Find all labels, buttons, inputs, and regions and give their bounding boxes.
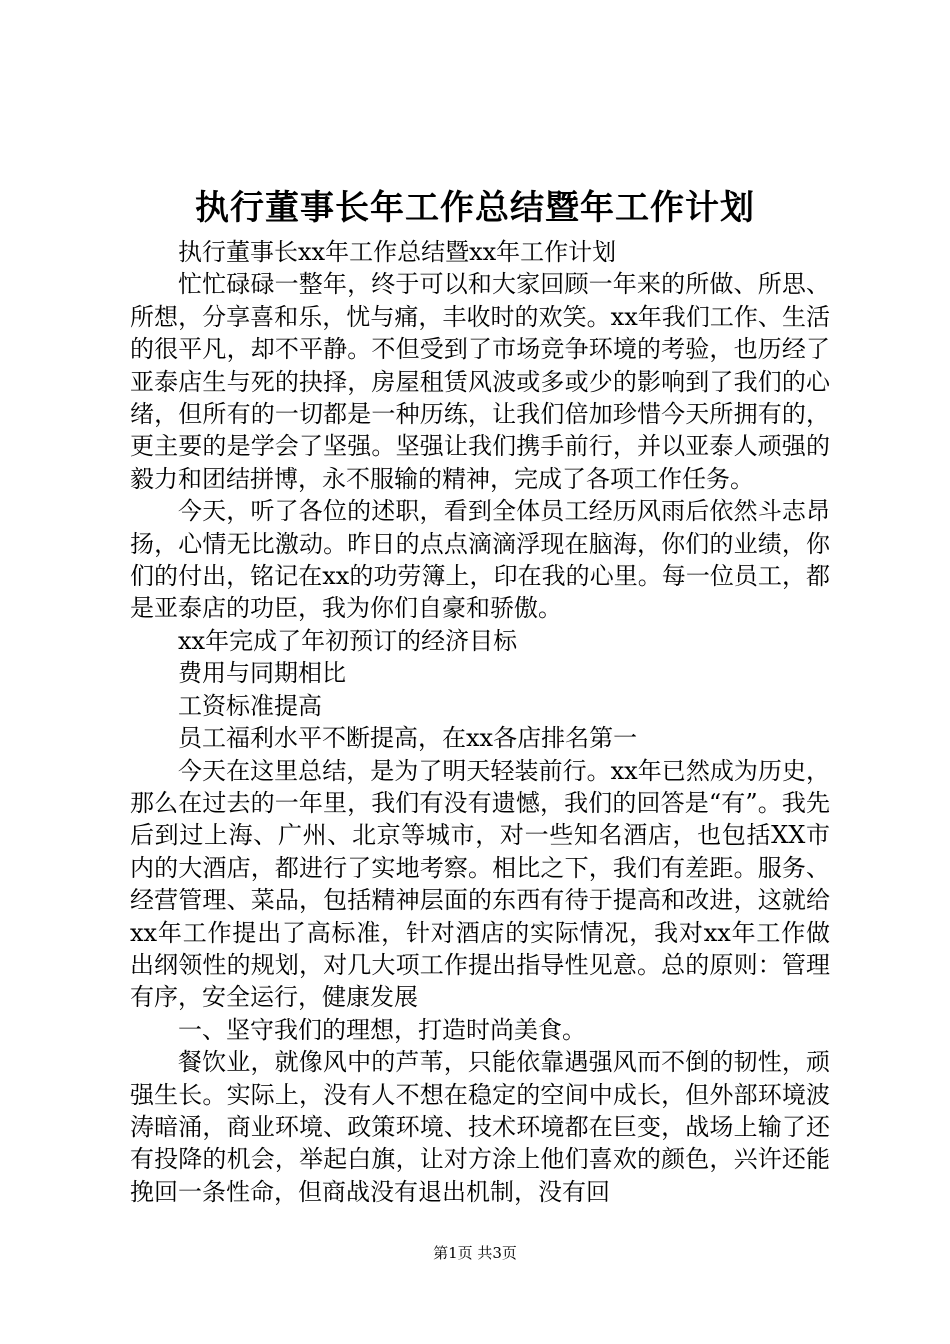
document-title: 执行董事长年工作总结暨年工作计划: [195, 188, 755, 228]
page-footer: 第1页 共3页: [433, 1244, 517, 1262]
paragraph-year-review: 忙忙碌碌一整年，终于可以和大家回顾一年来的所做、所思、所想，分享喜和乐，忧与痛，丰收时的欢笑。xx年我们工作、生活的很平凡，却不平静。不但受到了市场竞争环境的考验，也历经了亚泰店生与死的抉择，房屋租赁风波或多或少的影响到了我们的心绪，但所有的一切都是一种历练，让我们倍加珍惜今天所拥有的，更主要的是学会了坚强。坚强让我们携手前行，并以亚泰人顽强的毅力和团结拼博，永不服输的精神，完成了各项工作任务。: [130, 270, 830, 493]
paragraph-subtitle: 执行董事长xx年工作总结暨xx年工作计划: [178, 238, 617, 266]
paragraph-wages: 工资标准提高: [178, 691, 322, 720]
paragraph-welfare: 员工福利水平不断提高，在xx各店排名第一: [178, 724, 638, 753]
paragraph-summary: 今天在这里总结，是为了明天轻装前行。xx年已然成为历史，那么在过去的一年里，我们有没有遗憾，我们的回答是“有”。我先后到过上海、广州、北京等城市，对一些知名酒店，也包括XX市内的大酒店，都进行了实地考察。相比之下，我们有差距。服务、经营管理、菜品，包括精神层面的东西有待于提高和改进，这就给xx年工作提出了高标准，针对酒店的实际情况，我对xx年工作做出纲领性的规划，对几大项工作提出指导性见意。总的原则：管理有序，安全运行，健康发展: [130, 756, 830, 1012]
paragraph-catering: 餐饮业，就像风中的芦苇，只能依靠遇强风而不倒的韧性，顽强生长。实际上，没有人不想在稳定的空间中成长，但外部环境波涛暗涌，商业环境、政策环境、技术环境都在巨变，战场上输了还有投降的机会，举起白旗，让对方涂上他们喜欢的颜色，兴许还能挽回一条性命，但商战没有退出机制，没有回: [130, 1048, 830, 1206]
paragraph-section-heading-1: 一、坚守我们的理想，打造时尚美食。: [178, 1015, 586, 1044]
document-body: [130, 236, 830, 1208]
paragraph-staff-thanks: 今天，听了各位的述职，看到全体员工经历风雨后依然斗志昂扬，心情无比激动。昨日的点点滴滴浮现在脑海，你们的业绩，你们的付出，铭记在xx的功劳簿上，印在我的心里。每一位员工，都是亚泰店的功臣，我为你们自豪和骄傲。: [130, 497, 830, 623]
paragraph-expenses: 费用与同期相比: [178, 659, 346, 688]
paragraph-economic-goal: xx年完成了年初预订的经济目标: [178, 626, 518, 655]
